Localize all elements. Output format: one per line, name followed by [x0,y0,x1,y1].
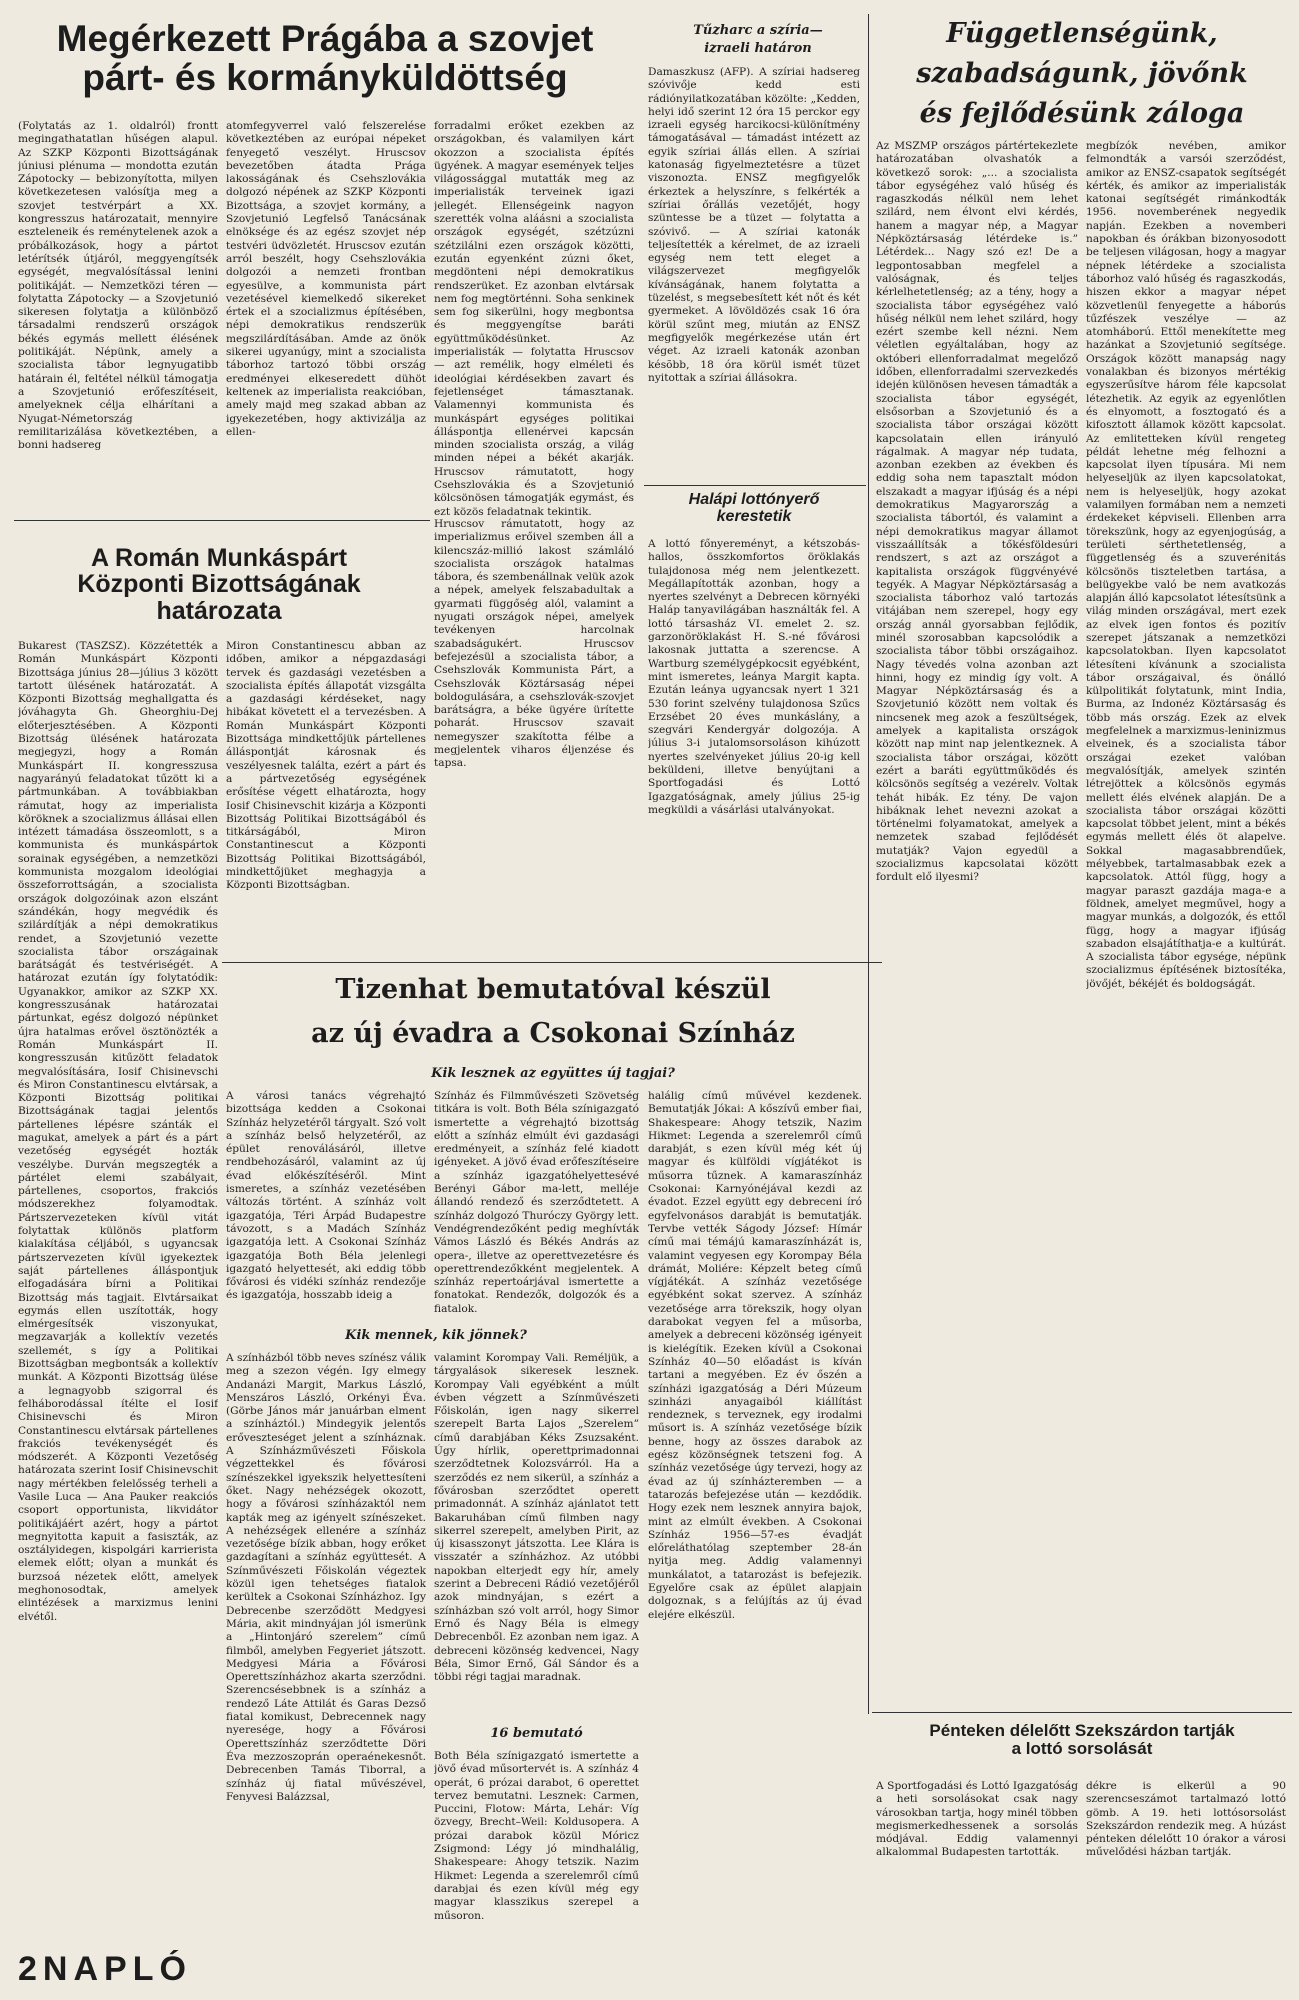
rule-a7-top [872,1712,1292,1713]
article7-col1: A Sportfogadási és Lottó Igazgatóság a heti sorsolásokat csak nagy városokban tartja, hogy minél többen megismerkedhessenek a sorsolás módjával. Eddig valamennyi alkalommal Budapesten tartották. [876,1780,1078,1859]
article5-title-line2: Központi Bizottságának [77,570,361,599]
article6-subtitle: Kik lesznek az együttes új tagjai? [431,1066,675,1081]
article5-col1: Bukarest (TASZSZ). Közzétették a Román Munkáspárt Központi Bizottsága június 28—július 3 között tartott ülésének határozatát. A Központi Bizottság meghallgatta és jóváhagyta Gh. Gheorghiu-Dej előterjesztésében. A Központi Bizottság ülésének határozata megjegyzi, hogy a Román Munkáspárt II. kongresszusa nagyarányú feladatokat tűzött ki a pártmunkában. A továbbiakban rámutat, hogy az imperialista köröknek a szocializmus állásai ellen intézett támadása összeomlott, s a kommunista és munkáspártok sorainak egységében, a nemzetközi kommunista mozgalom ideológiai összeforrottságán, a szocialista országok dolgozóinak azon elszánt szándékán, hogy megvédik és szilárdítják a népi demokratikus rendet, a Szovjetunió vezette szocialista tábor országainak barátságát és testvériségét. A határozat ezután így folytatódik: Ugyanakkor, amikor az SZKP XX. kongresszusának határozatai pártunkat, egész dolgozó népünket újra hatalmas erővel ösztönözték a Román Munkáspárt II. kongresszusán kitűzött feladatok megvalósítására, Iosif Chisinevschi és Miron Constantinescu elvtársak, a Központi Bizottság politikai Bizottságának tagjai jelentős pártellenes lépésre szánták el magukat, amelyek a párt és a párt vezetőség egységét hozták veszélybe. Durván megszegték a pártélet elemi szabályait, pártellenes, csoportos, frakciós módszerekhez folyamodtak. Pártszervezeteken kívül vitát folytattak különös platform kialakítása céljából, s ugyancsak pártszervezeten kívül igyekeztek saját pártellenes álláspontjuk elfogadására bírni a Politikai Bizottság más tagjait. Elvtársaikat egymás ellen uszították, hogy elmérgesítsék viszonyukat, megzavarják a kollektív vezetés szellemét, s így a Politikai Bizottságban megbontsák a kollektív munkát. A Központi Bizottság ülése a legnagyobb szigorral és felháborodással ítélte el Iosif Chisinevschi és Miron Constantinescu elvtársak pártellenes frakciós tevékenységét és módszerét. A Központi Vezetőség határozata szerint Iosif Chisinevschit nagy mértékben felelősség terheli a Vasile Luca — Ana Pauker reakciós csoport opportunista, likvidátor politikájáért azért, hogy a pártot megnyitotta kapuit a fasiszták, az osztályidegen, kispolgári karrierista elemek előtt; olyan a munkát és burzsoá nézetek előtt, amelyek meghonosodtak, amelyek elintézések a marxizmus lenini elvétől. [18,640,218,1623]
article6-title [226,968,880,1063]
article6-title-line2: az új évadra a Csokonai Színház [311,1018,795,1049]
rule-a5-theater [222,962,882,963]
article6-subhead-3: 16 bemutató [490,1726,583,1741]
article6-col1-continued: A színházból több neves színész válik meg a szezon végén. Igy elmegy Andanázi Margit, Markus László, Menszáros László, Orkényi Éva. (Görbe János már januárban elment a színháztól.) Mindegyik jelentős erőveszteséget jelent a színháznak. A Színházművészeti Főiskola végzettekkel és fővárosi színészekkel igyekszik helyettesíteni őket. Nagy nehézségek okozott, hogy a fővárosi színházaktól nem kapták meg az igényelt színészeket. A nehézségek ellenére a színház vezetősége bízik abban, hogy erőket gazdagítani a színház együttesét. A Színművészeti Főiskolán végeztek közül igen tehetséges fiatalok kerültek a Csokonai Színházhoz. Igy Debrecenbe szerződött Medgyesi Mária, akit mindnyájan jól ismerünk a „Hintonjáró szerelem” című filmből, amelyben Fegyeriet játszott. Medgyesi Mária a Fővárosi Operettszínházhoz akarta szerződni. Szerencsésebbnek is a színház a rendező Láte Attilát és Garas Dezső fiatal komikust, Debrecennek nagy nyeresége, hogy a Fővárosi Operettszínház szerződtette Döri Éva mezzoszoprán operaénekesnőt. Debrecenben Tamás Tiborral, a színház új fiatal művészével, Fenyvesi Balázzsal, [226,1352,426,1803]
article1-title [40,20,610,120]
article1-col3-continued: Hruscsov rámutatott, hogy az imperializmus erőivel szemben áll a kilencszáz-millió lakost számláló szocialista országok hatalmas tábora, és szembenállnak velük azok a népek, amelyek felszabadultak a gyarmati függőség alól, valamint a nyugati országok népei, amelyek tevékenyen harcolnak szabadságukért. Hruscsov befejezésül a szocialista tábor, a Csehszlovák Kommunista Párt, a Csehszlovák Köztársaság népei boldogulására, a csehszlovák-szovjet barátságra, a béke ügyére ürítette poharát. Hruscsov szavait nemegyszer szakította félbe a megjelentek viharos éljenzése és tapsa. [434,518,634,770]
article6-subhead-2: Kik mennek, kik jönnek? [345,1328,527,1343]
article2-kicker-line2: izraeli határon [704,41,812,56]
article5-title [14,545,424,635]
article6-col1: A városi tanács végrehajtó bizottsága kedden a Csokonai Színház helyzetéről tárgyalt. Szó volt a színház belső helyzetéről, az épület renoválásáról, illetve rendbehozásáról, valamint az új évad előkészítéséről. Mint ismeretes, a színház vezetésében változás történt. A színház volt igazgatója, Téri Árpád Budapestre távozott, s a Madách Színház igazgatója lett. A Csokonai Színház igazgatója Both Béla jelenlegi igazgató helyettesét, aki eddig több fővárosi és vidéki színház rendezője és igazgatója, hosszabb ideig a [226,1090,426,1302]
article3-title [648,492,860,534]
article6-col2-tail: Both Béla színigazgató ismertette a jövő évad műsortervét is. A színház 4 operát, 6 prózai darabot, 6 operettet tervez bemutatni. Lesznek: Carmen, Puccini, Flotow: Márta, Lehár: Víg özvegy, Brecht–Weil: Koldusopera. A prózai darabok közül Móricz Zsigmond: Légy jó mindhalálig, Shakespeare: Ahogy tetszik. Nazim Hikmet: Legenda a szerelemről című darabjai és ezen kívül még egy magyar klasszikus szerepel a műsoron. [434,1750,639,1922]
article2-kicker-line1: Tűzharc a szíria— [693,23,823,38]
article4-title-line3: és fejlődésünk záloga [919,98,1245,129]
article4-title [872,14,1292,139]
article7-title [872,1722,1292,1774]
article1-col2: atomfegyverrel való felszerelése következtében az európai népeket fenyegető veszélyt. Hruscsov bevezetőben átadta Prága lakosságának és Csehszlovákia dolgozó népének az SZKP Központi Bizottsága, a szovjet kormány, a Szovjetunió Legfelső Tanácsának elnöksége és az egész szovjet nép testvéri üdvözletét. Hruscsov ezután arról beszélt, hogy Csehszlovákia dolgozói a nemzeti frontban egyesülve, a kommunista párt vezetésével kiemelkedő sikereket értek el a szocializmus építésében, népi demokratikus rendszerük megszilárdításában. Amde az önök sikerei ugyanúgy, mint a szocialista táborhoz tartozó többi ország eredményei elkeseredett dühöt keltenek az imperialista reakcióban, amely majd meg szakad abban az igyekezetében, hogy aktivizálja az ellen- [226,120,426,438]
article2-body: Damaszkusz (AFP). A szíriai hadsereg szóvivője kedd esti rádiónyilatkozatában közölte: „Kedden, helyi idő szerint 12 óra 15 perckor egy izraeli egység harcikocsi-különítmény támogatásával — támadást intézett az egyik szíriai állás ellen. A szíriai katonaság figyelmeztetésre a tüzet viszonozta. ENSZ megfigyelők érkeztek a helyszínre, s felkérték a szíriai őrállás vezetőjét, hogy szüntesse be a tüzet — folytatta a szóvivő. — A szíriai katonák teljesítették a kérelmet, de az izraeli egység nem tett eleget a világszervezet megfigyelők kívánságának, hanem folytatta a tüzelést, s megsebesített két nőt és két gyermeket. A lövöldözés csak 16 óra körül szűnt meg, miután az ENSZ megfigyelők megérkezése után ért véget. Az izraeli katonák azonban késõbb, 18 óra körül ismét tüzet nyitottak a szíriai állásokra. [648,66,860,384]
article5-col2: Miron Constantinescu abban az időben, amikor a népgazdasági tervek és gazdasági vezetésben a szocialista építés állapotát vizsgálta a gazdasági kérdéseket, nagy hibákat követett el a tervezésben. A Román Munkáspárt Központi Bizottsága mindkettőjük pártellenes álláspontját károsnak és veszélyesnek találta, ezért a párt és a pártvezetőség egységének erősítése végett elhatározta, hogy Iosif Chisinevschit kizárja a Központi Bizottság Politikai Bizottságából és titkárságából, Miron Constantinescut a Központi Bizottság Politikai Bizottságából, mindkettőjüket meghagyja a Központi Bizottságban. [226,640,426,892]
article7-col2: dékre is elkerül a 90 szerencseszámot tartalmazó lottó gömb. A 19. heti lottósorsolást Szekszárdon rendezik meg. A húzást pénteken délelőtt 10 órakor a városi művelődési házban tartják. [1086,1780,1286,1859]
article6-col3: halálig című művével kezdenek. Bemutatják Jókai: A kőszívű ember fiai, Shakespeare: Ahogy tetszik, Nazim Hikmet: Legenda a szerelemről című darabját, s ezen kívül még két új magyar és külföldi vígjátékot is műsorra tűznek. A kamaraszínház Csokonai: Karnyónéjával kezdi az évadot. Ezzel együtt egy debreceni író egyfelvonásos darabját is bemutatják. Tervbe vették Ságody József: Hímár című mai témájú kamaraszínházát is, valamint vegyesen egy Korompay Béla drámát, Moliére: Képzelt beteg című vígjátékát. A színház vezetősége egyébként sokat szervez. A színház vezetősége arra törekszik, hogy olyan darabokat vegyen fel a műsorba, amelyek a debreceni közönség igényeit is kielégítik. Ezeken kívül a Csokonai Színház 40—50 előadást is kíván tartani a megyében. Ez év őszén a színházi igazgatóság a Déri Múzeum szinházi anyagaiból kiállítást rendeznek, s terveznek, egy irodalmi műsort is. A színház vezetősége bízik benne, hogy az összes darabok az egész közönségnek tetszeni fog. A színház vezetősége úgy tervezi, hogy az évad az új színházteremben — a tatarozás befejezése után — kezdődik. Hogy ezek nem lesznek annyira bajok, mint az elmúlt években. A Csokonai Színház 1956—57-es évadját előreláthatólag szeptember 28-án nyitja meg. Addig valamennyi munkálatot, a tatarozást is befejezik. Egyelőre csak az épület alapjain dolgoznak, s a felújítás az új évad elejére elkészül. [648,1090,862,1621]
article1-title-line2: párt- és kormányküldöttség [82,56,568,98]
article4-title-line1: Függetlenségünk, [946,18,1218,49]
article4-title-line2: szabadságunk, jövőnk [916,58,1248,89]
page-footer [18,1950,278,1994]
rule-a2-bottom [644,485,866,486]
article1-title-line1: Megérkezett Prágába a szovjet [56,20,594,59]
article6-col2: Színház és Filmművészeti Szövetség titkára is volt. Both Béla színigazgató ismertette a végrehajtó bizottság előtt a színház elmúlt évi gazdasági eredményeit, a színház felé kiadott igényeket. A jövő évad erőfeszítéseire a színház igazgatóhelyettesévé Berényi Gábor ma-lett, melléje állandó rendező és szerződtetett. A színház dolgozó Thuróczy György lett. Vendégrendezőként pedig meghívták Vámos László és Békés András az opera-, illetve az operettvezetésre és operettrendezőkként megjelentek. A színház repertoárjával ismertette a fonatokat. Rendezők, dolgozók és a fiatalok. [434,1090,639,1315]
article6-title-line1: Tizenhat bemutatóval készül [335,974,771,1005]
page-number: 2 [18,1950,43,1988]
article2-kicker [648,22,868,62]
article1-col1: (Folytatás az 1. oldalról) frontt megingathatatlan hűségen alapul. Az SZKP Központi Bizottságának júniusi plénuma — mondotta ezután Zápotocky — bebizonyította, milyen következetesen valósítja meg a szovjet testvérpárt a XX. kongresszus határozatait, mennyire eszteleneik és reménytelenek azok a próbálkozások, hogy a pártot letérítsék útjáról, meggyengítsék egységét, megvalósítással lenini politikáját. — Nemzetközi téren — folytatta Zápotocky — a Szovjetunió sikeresen folytatja a különböző társadalmi rendszerű országok békés egymás mellett élésének politikáját. Népünk, amely a szocialista tábor legnyugatibb határain él, feltétel nélkül támogatja a Szovjetunió erőfeszítéseit, amelyeknek célja elhárítani a Nyugat-Németország remilitarizálása következtében, a bonni hadsereg [18,120,218,452]
article6-col2-continued: valamint Korompay Vali. Reméljük, a tárgyalások sikeresek lesznek. Korompay Vali egyébként a múlt évben végzett a Színművészeti Főiskolán, igen nagy sikerrel szerepelt Barta Lajos „Szerelem” című darabjában Kéks Zsuzsaként. Úgy hírlik, operettprimadonnai szerződtetnek Kolozsvárról. Ha a szerződés ez nem sikerül, a színház a fővárosban szerződtet operett primadonnát. A színház ajánlatot tett Bakaruhában című filmben nagy sikerrel szerepelt, amelyben Pirit, az új kisasszonyt játszotta. Lee Klára is visszatér a színházhoz. Az utóbbi napokban elterjedt egy hír, amely szerint a Debreceni Rádió vezetőjéről azok mindnyájan, s ezért a színházban szó volt arról, hogy Simor Ernő és Nagy Béla is elmegy Debrecenből. Ez azonban nem igaz. A debreceni közönség kedvencei, Nagy Béla, Simor Ernő, Gál Sándor és a többi régi tagjai maradnak. [434,1352,639,1684]
rule-col-a4 [868,14,869,1714]
article4-col1: Az MSZMP országos pártértekezlete határozatában olvashatók a következő sorok: „... a szocialista tábor egységéhez való hűség és ragaszkodás nélkül nem lehet szilárd, nem élvont elvi kérdés, hanem a magyar nép, a Magyar Népköztársaság létérdeke is.” Létérdek... Nagy szó ez! De a legpontosabban megfelel a valóságnak, és teljes kérlelhetetlenség; az a tény, hogy a szocialista tábor egységéhez való hűség nélkül nem lehet szilárd, hogy ezért szembe kell nézni. Nem véletlen egyáltalában, hogy az októberi ellenforradalmat megelőző időben, ellenforradalmi szervezkedés idején különösen hevesen támadták a szocialista tábor egységét, elsősorban a Szovjetunió és a szocialista tábor országai között kapcsolatain ellen irányuló rágalmak. A magyar nép tudata, azonban ezekben az években és eddig soha nem tapasztalt módon elszakadt a magyar ifjúság és a népi demokratikus Magyarország a szocialista tábortól, és valamint a népi demokratikus magyar államot visszaállítsák a tőkésföldesúri rendszert, s azt az országot a kapitalista országok függvényévé tegyék. A Magyar Népköztársaság a szocialista táborhoz való tartozás vitájában nem szerepel, hogy egy ország annál gyorsabban fejlődik, minél szorosabban kapcsolódik a szocialista tábor többi országaihoz. Nagy tévedés volna azonban azt hinni, hogy ez mindig így volt. A Magyar Népköztársaság és a Szovjetunió között nem voltak és nincsenek meg azok a feszültségek, amelyek a kapitalista országok között nap mint nap jelentkeznek. A szocialista tábor országai, között ezért a baráti együttműködés és kölcsönös segítség a vezérelv. Voltak tehát hibák. Ez tény. De vajon hibáknak lehet nevezni azokat a történelmi folyamatokat, amelyek a nemzetek szabad fejlődését mutatják? Vajon egyedül a szocializmus kapcsolatai között fordult elő ilyesmi? [876,140,1078,884]
article5-title-line3: határozata [156,596,282,625]
article3-body: A lottó főnyereményt, a kétszobás-hallos, összkomfortos öröklakás tulajdonosa még nem jelentkezett. Megállapították azonban, hogy a nyertes szelvényt a Debrecen környéki Haláp tanyavilágában használták fel. A lottó társasház VI. emelet 2. sz. garzonöröklakást H. S.-né fővárosi lakosnak juttatta a szerencse. A Wartburg személygépkocsit egyébként, mint ismeretes, leánya Margit kapta. Ezután leánya ugyancsak nyert 1 321 530 forint szelvény tulajdonosa Szűcs Erzsébet 20 éves munkáslány, a szegvári Kendergyár dolgozója. A július 3-i jutalomsorsoláson kihúzott nyertes szelvényeket július 20-ig kell beküldeni, illetve benyújtani a Sportfogadási és Lottó Igazgatóságnak, amely július 25-ig megküldi a vásárlási utalványokat. [648,538,860,816]
article7-title-line2: a lottó sorsolását [1011,1738,1153,1758]
article1-col3: forradalmi erőket ezekben az országokban, és valamilyen kárt okozzon a szocialista építés ügyének. A magyar események teljes világossággal mutatták meg az imperialisták terveinek igazi jellegét. Ellenségeink nagyon szerették volna aláásni a szocialista országok egységét, szétzúzni szétzilálni ezen országok közötti, ezután egyenként zúzni őket, megdönteni népi demokratikus rendszerüket. Ez azonban elvtársak nem fog megtörténni. Soha senkinek sem fog sikerülni, hogy megbontsa és meggyengítse baráti együttműködésünket. Az imperialisták — folytatta Hruscsov — azt remélik, hogy elméleti és ideológiai kérdésekben zavart és fejetlenséget támasztanak. Valamennyi kommunista és munkáspárt egységes politikai álláspontja ellenérvei kapcsán minden szocialista ország, a világ minden népei a békét akarják. Hruscsov rámutatott, hogy Csehszlovákia és a Szovjetunió kölcsönösen támogatják egymást, és ezt közös feladatnak tekintik. [434,120,634,516]
article5-title-line1: A Román Munkáspárt [90,545,348,572]
article3-title-line1: Halápi lottónyerő [688,492,820,508]
article4-col2: megbízók nevében, amikor felmondták a varsói szerződést, amikor az ENSZ-csapatok segítségét kérték, és amikor az imperialisták katonai segítségét rimánkodták 1956. novemberének negyedik napján. Ezekben a novemberi napokban és órákban bizonyosodott be teljesen világosan, hogy a magyar népnek létérdeke a szocialista táborhoz való hűség és ragaszkodás, hiszen ekkor a magyar népet közvetlenül fenyegette a háborús tűzfészek veszélye — az atomháború. Ettől menekítette meg hazánkat a Szovjetunió segítsége. Országok között manapság nagy vonalakban és bizonyos mértékig egyszerűsítve három féle kapcsolat létezhetik. Az egyik az egyenlőtlen és elnyomott, a fosztogató és a kifosztott államok között kapcsolat. Az emlitetteken kívül rengeteg példát lehetne még felhozni a kapcsolat ilyen típusára. Mi nem helyeseljük az ilyen kapcsolatokat, nem is helyeseljük, hogy azokat valamilyen formában nem a nemzeti érdekeket képviseli. Ellenben arra törekszünk, hogy az egyenjogúság, a területi sérthetetlenség, a függetlenség és a szuverénitás kölcsönös tiszteletben tartása, a belügyekbe való be nem avatkozás alapján álló kapcsolatot létesítsünk a világ minden országával, mert ezek az elvek igen fontos és pozitív szerepet játszanak a nemzetközi kapcsolatokban. Ilyen kapcsolatot létesíteni kívánunk a szocialista tábor országaival, és önálló külpolitikát folytatunk, mint India, Burma, az Indonéz Köztársaság és több más ország. Ezek az elvek megfelelnek a marxizmus-leninizmus elveinek, és a szocialista tábor országai ezeket valóban megvalósítják, amelyek szintén létrejöttek a kölcsönös egymás mellett élés elvének alapján. De a szocialista tábor országai közötti kapcsolat többet jelent, mint a békés egymás mellett élés öt alapelve. Sokkal magasabbrendűek, mélyebbek, tartalmasabbak ezek a kapcsolatok. Attól függ, hogy a magyar paraszt gazdája maga-e a földnek, amelyet megművel, hogy a magyar munkás, a dolgozók, és ettől függ, hogy a magyar ifjúság szabadon elsajátíthatja-e a kultúrát. A szocialista tábor egysége, népünk szocializmus építésének biztosítéka, jövőjét, békéjét és boldogságát. [1086,140,1286,990]
article7-title-line1: Pénteken délelőtt Szekszárdon tartják [929,1722,1235,1740]
paper-name: NAPLÓ [42,1950,192,1988]
article3-title-line2: kerestetik [716,507,792,525]
rule-a1-bottom [14,520,430,521]
